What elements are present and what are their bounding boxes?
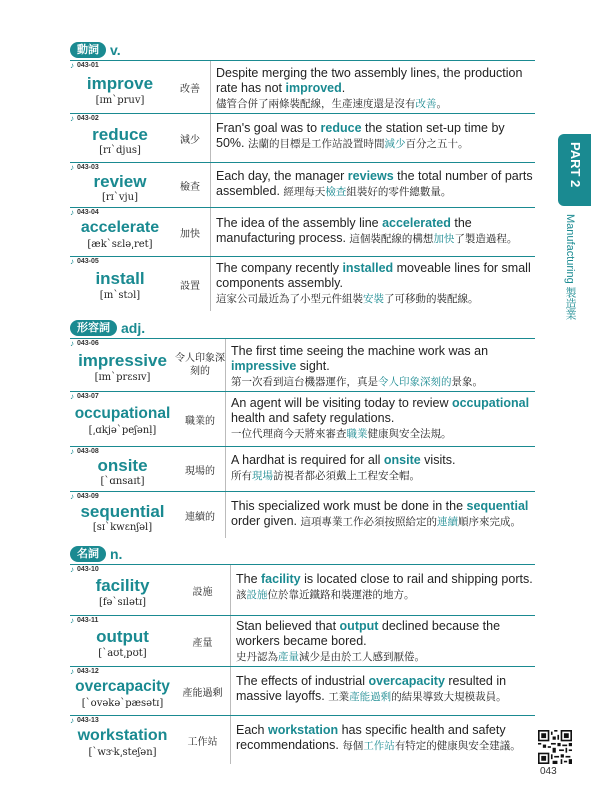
track-number: 043-12 bbox=[77, 668, 99, 675]
vocab-word: occupational bbox=[74, 405, 171, 422]
track-number: 043-03 bbox=[77, 164, 99, 171]
vocab-translation: 連續的 bbox=[185, 511, 215, 523]
track-number: 043-09 bbox=[77, 493, 99, 500]
section-adjectives bbox=[70, 320, 145, 336]
vocab-word: sequential bbox=[80, 502, 165, 521]
vocab-ipa: [fəˋsɪlətɪ] bbox=[98, 597, 147, 608]
vocab-translation: 加快 bbox=[180, 228, 200, 240]
part-label: PART 2 bbox=[568, 142, 583, 188]
track-number: 043-01 bbox=[77, 62, 99, 69]
vocab-word: accelerate bbox=[80, 219, 160, 236]
vocab-entry bbox=[70, 338, 535, 391]
pos-abbr-verb: v. bbox=[110, 42, 121, 58]
track-number: 043-11 bbox=[77, 617, 99, 624]
vocab-entry bbox=[70, 715, 535, 764]
vocab-word: onsite bbox=[97, 456, 148, 475]
example-sentence: Fran's goal was to reduce the station set-up time by 50%. 法蘭的目標是工作站設置時間減少百分之五十。 bbox=[216, 121, 505, 150]
track-number: 043-10 bbox=[77, 566, 99, 573]
example-sentence: Stan believed that output declined because the workers became bored. 史丹認為產量減少是由於工人感到厭倦。 bbox=[236, 619, 501, 663]
vocab-entry bbox=[70, 564, 535, 615]
part-tab bbox=[558, 134, 591, 206]
vocab-translation: 令人印象深刻的 bbox=[175, 353, 225, 377]
pos-abbr-noun: n. bbox=[110, 546, 123, 562]
vocab-translation: 減少 bbox=[180, 134, 200, 146]
music-note-icon[interactable]: ♪ bbox=[70, 392, 74, 401]
track-number: 043-04 bbox=[77, 209, 99, 216]
track-number: 043-06 bbox=[77, 340, 99, 347]
vocab-ipa: [ɪnˋstɔl] bbox=[99, 290, 141, 301]
vocab-translation: 工作站 bbox=[187, 736, 218, 748]
music-note-icon[interactable]: ♪ bbox=[70, 667, 74, 676]
vocab-word: reduce bbox=[92, 125, 148, 144]
vocab-translation: 設施 bbox=[192, 586, 213, 598]
vocab-word: impressive bbox=[78, 351, 167, 370]
example-sentence: Each day, the manager reviews the total number of parts assembled. 經理每天檢查組裝好的零件總數量。 bbox=[216, 169, 533, 198]
chapter-topic: Manufacturing 製造業 bbox=[564, 214, 576, 320]
example-sentence: The first time seeing the machine work was an impressive sight. 第一次看到這台機器運作，真是令人印象深刻的景象。 bbox=[231, 344, 489, 388]
vocab-ipa: [ˋɑnsaɪt] bbox=[100, 476, 145, 487]
vocab-word: install bbox=[95, 269, 145, 288]
vocab-entry bbox=[70, 162, 535, 207]
vocab-word: output bbox=[96, 627, 149, 646]
vocab-entry bbox=[70, 391, 535, 446]
vocab-ipa: [ɪmˋpruv] bbox=[95, 95, 145, 106]
pos-badge-adjective: 形容詞 bbox=[70, 320, 117, 336]
vocab-word: workstation bbox=[77, 727, 168, 744]
vocab-ipa: [rɪˋdjus] bbox=[99, 145, 141, 156]
music-note-icon[interactable]: ♪ bbox=[70, 257, 74, 266]
music-note-icon[interactable]: ♪ bbox=[70, 339, 74, 348]
vocab-ipa: [ˋwɝk͵steʃən] bbox=[88, 747, 157, 758]
vocab-translation: 改善 bbox=[180, 83, 200, 95]
example-sentence: This specialized work must be done in the sequential order given. 這項專業工作必須按照給定的連續順序來完成。 bbox=[231, 499, 529, 528]
music-note-icon[interactable]: ♪ bbox=[70, 565, 74, 574]
vocab-word: overcapacity bbox=[75, 678, 170, 695]
vocab-translation: 設置 bbox=[180, 280, 200, 292]
vocab-entry bbox=[70, 615, 535, 666]
vocab-ipa: [ˋovəkəˋpæsətɪ] bbox=[81, 698, 164, 709]
track-number: 043-08 bbox=[77, 448, 99, 455]
example-sentence: The company recently installed moveable lines for small components assembly. 這家公司最近為了小型元件組裝安裝了可移動的裝配線。 bbox=[216, 261, 531, 305]
vocab-translation: 職業的 bbox=[185, 415, 215, 427]
example-sentence: The facility is located close to rail and shipping ports. 該設施位於靠近鐵路和裝運港的地方。 bbox=[236, 572, 533, 601]
music-note-icon[interactable]: ♪ bbox=[70, 114, 74, 123]
music-note-icon[interactable]: ♪ bbox=[70, 208, 74, 217]
example-sentence: The effects of industrial overcapacity resulted in massive layoffs. 工業產能過剩的結果導致大規模裁員。 bbox=[236, 674, 507, 703]
vocab-entry bbox=[70, 491, 535, 538]
vocab-ipa: [ˋaʊt͵pʊt] bbox=[98, 648, 147, 659]
vocab-word: improve bbox=[86, 74, 154, 93]
music-note-icon[interactable]: ♪ bbox=[70, 163, 74, 172]
section-nouns bbox=[70, 546, 122, 562]
vocab-entry bbox=[70, 113, 535, 162]
vocab-word: review bbox=[93, 172, 147, 191]
example-sentence: A hardhat is required for all onsite visits. 所有現場訪視者都必須戴上工程安全帽。 bbox=[231, 453, 456, 482]
vocab-translation: 現場的 bbox=[185, 465, 215, 477]
track-number: 043-13 bbox=[77, 717, 99, 724]
music-note-icon[interactable]: ♪ bbox=[70, 61, 74, 70]
section-verbs bbox=[70, 42, 121, 58]
example-sentence: An agent will be visiting today to review occupational health and safety regulations. 一位代理商今天將來審查職業健康與安全法規。 bbox=[231, 396, 530, 440]
vocab-entry bbox=[70, 256, 535, 311]
pos-abbr-adjective: adj. bbox=[121, 320, 146, 336]
vocab-entry bbox=[70, 666, 535, 715]
vocab-translation: 產量 bbox=[192, 637, 213, 649]
vocab-entry bbox=[70, 446, 535, 491]
vocab-ipa: [ækˋsɛlə͵ret] bbox=[87, 239, 153, 250]
music-note-icon[interactable]: ♪ bbox=[70, 447, 74, 456]
track-number: 043-02 bbox=[77, 115, 99, 122]
vocab-translation: 產能過剩 bbox=[182, 687, 223, 699]
vocab-ipa: [rɪˋvju] bbox=[102, 192, 138, 203]
vocab-ipa: [ɪmˋprɛsɪv] bbox=[94, 372, 151, 383]
vocab-translation: 檢查 bbox=[180, 181, 200, 193]
vocab-ipa: [sɪˋkwɛnʃəl] bbox=[92, 522, 153, 533]
example-sentence: Each workstation has specific health and safety recommendations. 每個工作站有特定的健康與安全建議。 bbox=[236, 723, 521, 752]
page-number: 043 bbox=[540, 766, 557, 777]
track-number: 043-07 bbox=[77, 393, 99, 400]
vocab-word: facility bbox=[95, 576, 150, 595]
vocab-entry bbox=[70, 207, 535, 256]
pos-badge-noun: 名詞 bbox=[70, 546, 106, 562]
example-sentence: Despite merging the two assembly lines, the production rate has not improved. 儘管合併了兩條裝配線，生產速度還是沒有改善。 bbox=[216, 66, 523, 110]
music-note-icon[interactable]: ♪ bbox=[70, 716, 74, 725]
music-note-icon[interactable]: ♪ bbox=[70, 492, 74, 501]
example-sentence: The idea of the assembly line accelerated the manufacturing process. 這個裝配線的構想加快了製造過程。 bbox=[216, 216, 518, 245]
qr-code-icon[interactable] bbox=[538, 730, 572, 764]
track-number: 043-05 bbox=[77, 258, 99, 265]
vocab-ipa: [͵ɑkjəˋpeʃənḷ] bbox=[88, 425, 157, 436]
music-note-icon[interactable]: ♪ bbox=[70, 616, 74, 625]
pos-badge-verb: 動詞 bbox=[70, 42, 106, 58]
vocab-entry bbox=[70, 60, 535, 113]
